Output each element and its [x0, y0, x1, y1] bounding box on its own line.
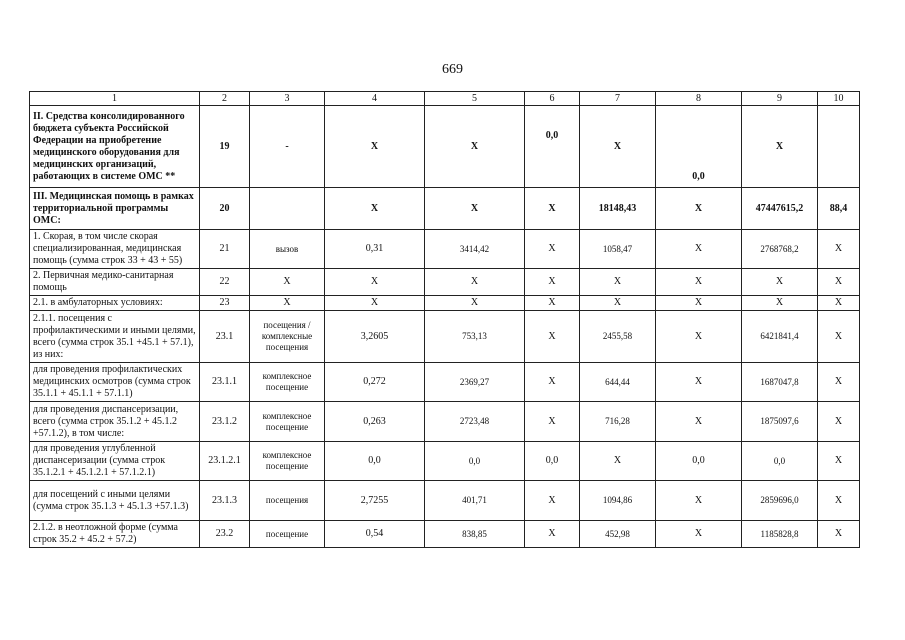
table-cell: X [818, 269, 860, 296]
row-code: 23 [200, 296, 250, 311]
table-cell: 1058,47 [580, 230, 656, 269]
row-label: для посещений с иными целями (сумма строк 35.1.3 + 45.1.3 +57.1.3) [30, 481, 200, 521]
column-number: 2 [200, 92, 250, 106]
table-cell [250, 188, 325, 230]
row-label: 2.1.2. в неотложной форме (сумма строк 35.2 + 45.2 + 57.2) [30, 521, 200, 548]
column-number: 9 [742, 92, 818, 106]
table-cell: X [742, 106, 818, 188]
table-cell: X [525, 481, 580, 521]
column-number: 7 [580, 92, 656, 106]
table-row [30, 269, 860, 296]
page-number: 669 [442, 62, 463, 77]
table-cell: 0,0 [325, 442, 425, 481]
table-cell: X [525, 402, 580, 442]
table-cell: X [525, 521, 580, 548]
column-number: 5 [425, 92, 525, 106]
row-code: 23.1.3 [200, 481, 250, 521]
table-cell: 0,0 [525, 106, 580, 188]
table-cell: 644,44 [580, 363, 656, 402]
table-cell: X [580, 106, 656, 188]
table-cell: X [525, 230, 580, 269]
table-cell: X [742, 296, 818, 311]
row-label: для проведения диспансеризации, всего (сумма строк 35.1.2 + 45.1.2 +57.1.2), в том числе: [30, 402, 200, 442]
table-cell: X [250, 296, 325, 311]
table-cell: X [425, 269, 525, 296]
table-cell: 1875097,6 [742, 402, 818, 442]
column-number: 3 [250, 92, 325, 106]
table-cell: X [580, 296, 656, 311]
table-cell: 1094,86 [580, 481, 656, 521]
table-cell: X [525, 363, 580, 402]
table-cell: 753,13 [425, 311, 525, 363]
row-label: для проведения профилактических медицинских осмотров (сумма строк 35.1.1 + 45.1.1 + 57.1.1) [30, 363, 200, 402]
table-cell: 2455,58 [580, 311, 656, 363]
table-cell: 0,263 [325, 402, 425, 442]
table-row [30, 230, 860, 269]
table-cell: X [656, 188, 742, 230]
unit-cell: вызов [250, 230, 325, 269]
table-row [30, 442, 860, 481]
table-header-row [30, 92, 860, 106]
table-cell: 0,54 [325, 521, 425, 548]
row-label: 2.1. в амбулаторных условиях: [30, 296, 200, 311]
row-label: 1. Скорая, в том числе скорая специализированная, медицинская помощь (сумма строк 33 + 43 + 55) [30, 230, 200, 269]
table-cell [818, 106, 860, 188]
row-code: 22 [200, 269, 250, 296]
table-cell: X [580, 269, 656, 296]
table-cell: X [656, 230, 742, 269]
table-cell: 0,31 [325, 230, 425, 269]
table-cell: 2859696,0 [742, 481, 818, 521]
table-cell: X [425, 188, 525, 230]
table-cell: 1185828,8 [742, 521, 818, 548]
table-row [30, 311, 860, 363]
table-cell: 0,0 [742, 442, 818, 481]
table-row [30, 106, 860, 188]
row-code: 23.2 [200, 521, 250, 548]
table-cell: X [818, 481, 860, 521]
row-code: 23.1.2.1 [200, 442, 250, 481]
unit-cell: посещение [250, 521, 325, 548]
column-number: 1 [30, 92, 200, 106]
table-cell: X [818, 296, 860, 311]
table-cell: X [325, 269, 425, 296]
row-code: 19 [200, 106, 250, 188]
table-cell: X [818, 442, 860, 481]
row-label: 2.1.1. посещения с профилактическими и иными целями, всего (сумма строк 35.1 +45.1 + 57.1), из них: [30, 311, 200, 363]
table-cell: 18148,43 [580, 188, 656, 230]
table-cell: 2,7255 [325, 481, 425, 521]
row-code: 23.1 [200, 311, 250, 363]
table-cell: X [325, 106, 425, 188]
table-cell: 3414,42 [425, 230, 525, 269]
row-label: для проведения углубленной диспансеризации (сумма строк 35.1.2.1 + 45.1.2.1 + 57.1.2.1) [30, 442, 200, 481]
table-cell: - [250, 106, 325, 188]
row-label: II. Средства консолидированного бюджета субъекта Российской Федерации на приобретение медицинского оборудования для медицинских организаций, работающих в системе ОМС ** [30, 106, 200, 188]
table-cell: 3,2605 [325, 311, 425, 363]
table-cell: X [325, 188, 425, 230]
table-cell: X [580, 442, 656, 481]
table-cell: X [818, 363, 860, 402]
table-cell: X [525, 296, 580, 311]
table-cell: X [656, 363, 742, 402]
table-cell: X [425, 106, 525, 188]
table-cell: X [818, 311, 860, 363]
table-cell: X [656, 269, 742, 296]
table-cell: 2369,27 [425, 363, 525, 402]
table-cell: X [525, 311, 580, 363]
unit-cell: комплексное посещение [250, 363, 325, 402]
table-row [30, 402, 860, 442]
row-code: 20 [200, 188, 250, 230]
table-cell: 1687047,8 [742, 363, 818, 402]
table-row [30, 521, 860, 548]
row-label: 2. Первичная медико-санитарная помощь [30, 269, 200, 296]
table-cell: 0,0 [425, 442, 525, 481]
table-cell: X [656, 311, 742, 363]
table-row [30, 481, 860, 521]
table-cell: 0,0 [525, 442, 580, 481]
table-cell: 838,85 [425, 521, 525, 548]
table-cell: X [656, 402, 742, 442]
column-number: 6 [525, 92, 580, 106]
table-cell: 0,272 [325, 363, 425, 402]
table-cell: 452,98 [580, 521, 656, 548]
unit-cell: посещения / комплексные посещения [250, 311, 325, 363]
table-cell: X [656, 481, 742, 521]
table-cell: 2768768,2 [742, 230, 818, 269]
row-code: 23.1.1 [200, 363, 250, 402]
column-number: 4 [325, 92, 425, 106]
table-cell: X [425, 296, 525, 311]
table-cell: X [818, 230, 860, 269]
table-row [30, 296, 860, 311]
table-cell: 716,28 [580, 402, 656, 442]
row-code: 21 [200, 230, 250, 269]
table-row [30, 363, 860, 402]
table-cell: X [325, 296, 425, 311]
table-cell: X [742, 269, 818, 296]
table-cell: 0,0 [656, 106, 742, 188]
unit-cell: посещения [250, 481, 325, 521]
table-cell: 88,4 [818, 188, 860, 230]
table-cell: 0,0 [656, 442, 742, 481]
column-number: 8 [656, 92, 742, 106]
table-cell: 47447615,2 [742, 188, 818, 230]
table-cell: X [250, 269, 325, 296]
table-cell: X [525, 269, 580, 296]
table-cell: 401,71 [425, 481, 525, 521]
row-code: 23.1.2 [200, 402, 250, 442]
unit-cell: комплексное посещение [250, 442, 325, 481]
table-cell: X [525, 188, 580, 230]
table-row [30, 188, 860, 230]
data-table [29, 91, 860, 548]
column-number: 10 [818, 92, 860, 106]
table-cell: X [656, 521, 742, 548]
table-cell: X [818, 521, 860, 548]
unit-cell: комплексное посещение [250, 402, 325, 442]
row-label: III. Медицинская помощь в рамках территориальной программы ОМС: [30, 188, 200, 230]
table-cell: X [818, 402, 860, 442]
table-cell: 6421841,4 [742, 311, 818, 363]
table-cell: X [656, 296, 742, 311]
table-cell: 2723,48 [425, 402, 525, 442]
